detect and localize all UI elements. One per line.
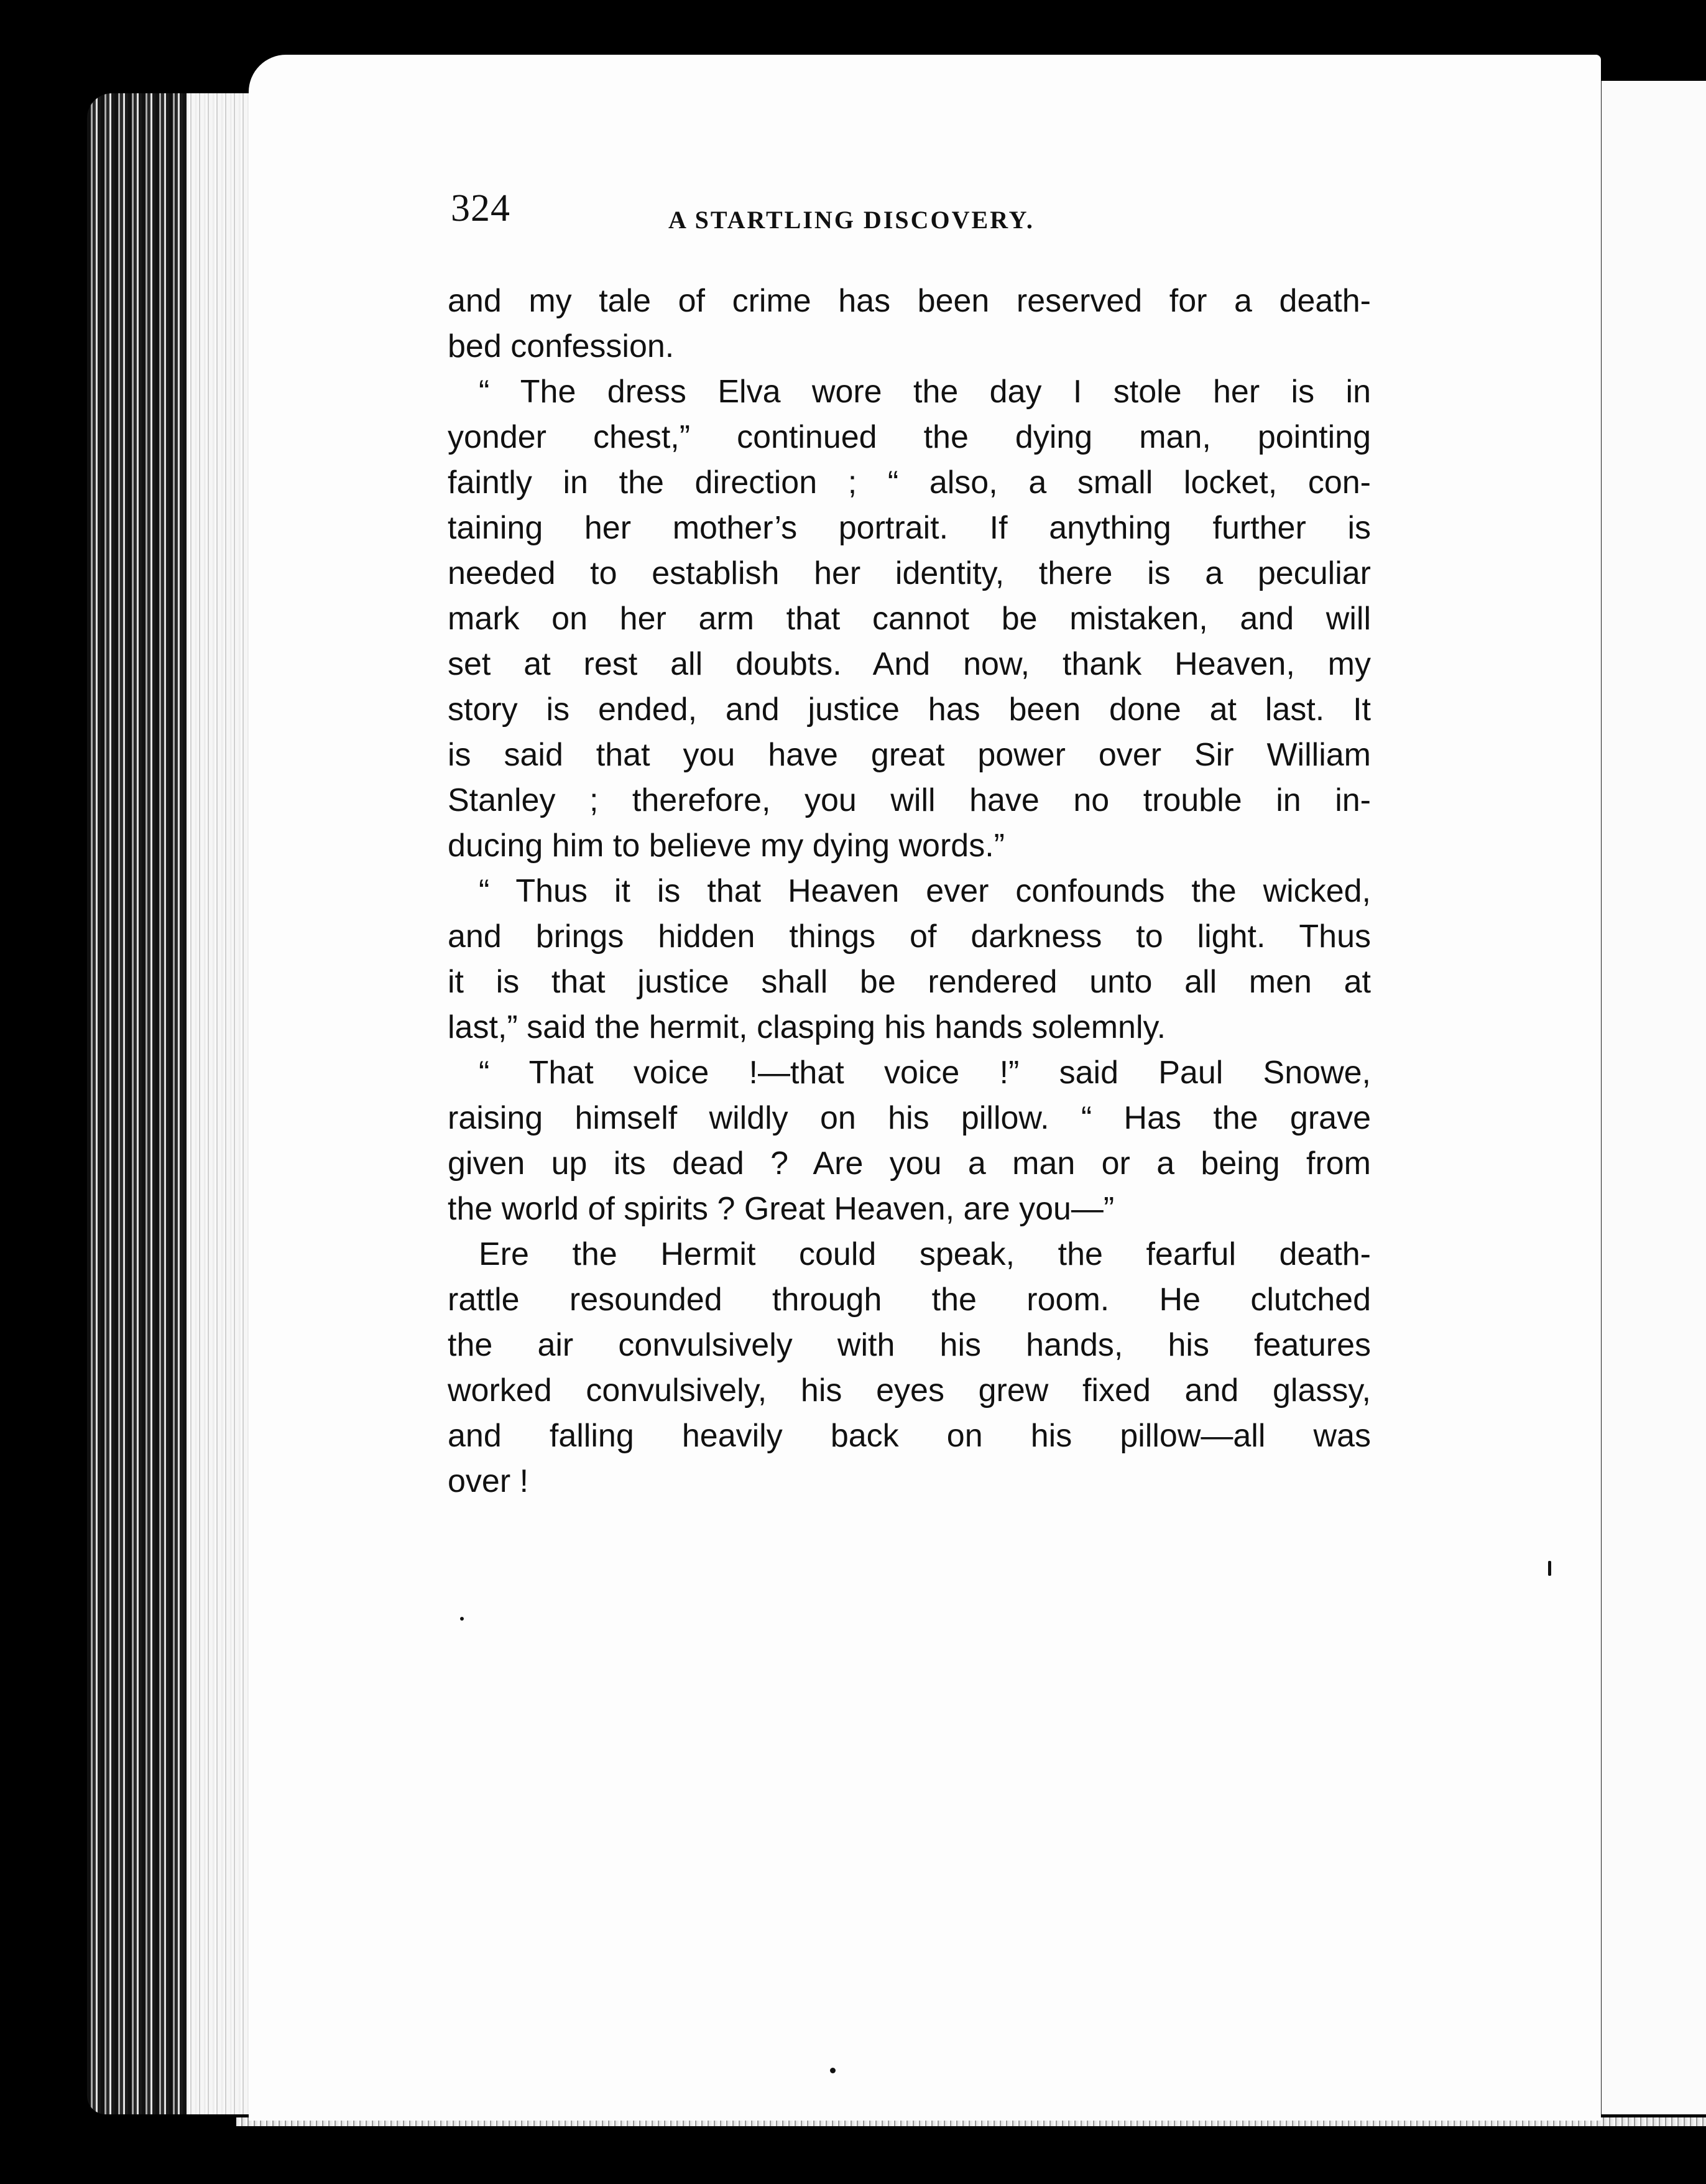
text-line: faintly in the direction ; “ also, a small locket, con- bbox=[448, 465, 1371, 501]
body-text bbox=[448, 279, 1371, 1504]
text-line: ducing him to believe my dying words.” bbox=[448, 828, 1005, 864]
text-line: “ The dress Elva wore the day I stole her is in bbox=[479, 374, 1371, 410]
text-line: Ere the Hermit could speak, the fearful death- bbox=[479, 1236, 1371, 1272]
text-line: given up its dead ? Are you a man or a being from bbox=[448, 1145, 1371, 1182]
text-line: is said that you have great power over Sir William bbox=[448, 737, 1371, 773]
text-line: and falling heavily back on his pillow—all was bbox=[448, 1418, 1371, 1454]
text-line: rattle resounded through the room. He clutched bbox=[448, 1282, 1371, 1318]
text-line: Stanley ; therefore, you will have no trouble in in- bbox=[448, 782, 1371, 818]
text-line: and my tale of crime has been reserved for a death- bbox=[448, 283, 1371, 319]
text-line: the world of spirits ? Great Heaven, are you—” bbox=[448, 1191, 1115, 1227]
text-line: “ That voice !—that voice !” said Paul Snowe, bbox=[479, 1055, 1371, 1091]
text-line: the air convulsively with his hands, his features bbox=[448, 1327, 1371, 1363]
text-line: over ! bbox=[448, 1463, 529, 1499]
text-line: taining her mother’s portrait. If anything further is bbox=[448, 510, 1371, 546]
facing-page bbox=[1598, 81, 1706, 2114]
text-line: bed confession. bbox=[448, 328, 675, 364]
page-header bbox=[451, 187, 1135, 236]
text-line: worked convulsively, his eyes grew fixed and glassy, bbox=[448, 1372, 1371, 1409]
text-line: last,” said the hermit, clasping his hands solemnly. bbox=[448, 1009, 1166, 1045]
text-line: story is ended, and justice has been done at last. It bbox=[448, 692, 1371, 728]
text-line: yonder chest,” continued the dying man, pointing bbox=[448, 419, 1371, 455]
text-line: “ Thus it is that Heaven ever confounds the wicked, bbox=[479, 873, 1371, 909]
text-line: and brings hidden things of darkness to light. Thus bbox=[448, 918, 1371, 955]
page-number: 324 bbox=[451, 187, 510, 229]
text-line: mark on her arm that cannot be mistaken, and will bbox=[448, 601, 1371, 637]
text-line: raising himself wildly on his pillow. “ Has the grave bbox=[448, 1100, 1371, 1136]
ink-speck bbox=[1548, 1561, 1551, 1576]
running-head: A STARTLING DISCOVERY. bbox=[668, 206, 1035, 234]
ink-speck bbox=[460, 1617, 464, 1621]
ink-speck bbox=[830, 2068, 836, 2073]
text-line: it is that justice shall be rendered unto all men at bbox=[448, 964, 1371, 1000]
text-line: needed to establish her identity, there is a peculiar bbox=[448, 555, 1371, 591]
text-line: set at rest all doubts. And now, thank Heaven, my bbox=[448, 646, 1371, 682]
